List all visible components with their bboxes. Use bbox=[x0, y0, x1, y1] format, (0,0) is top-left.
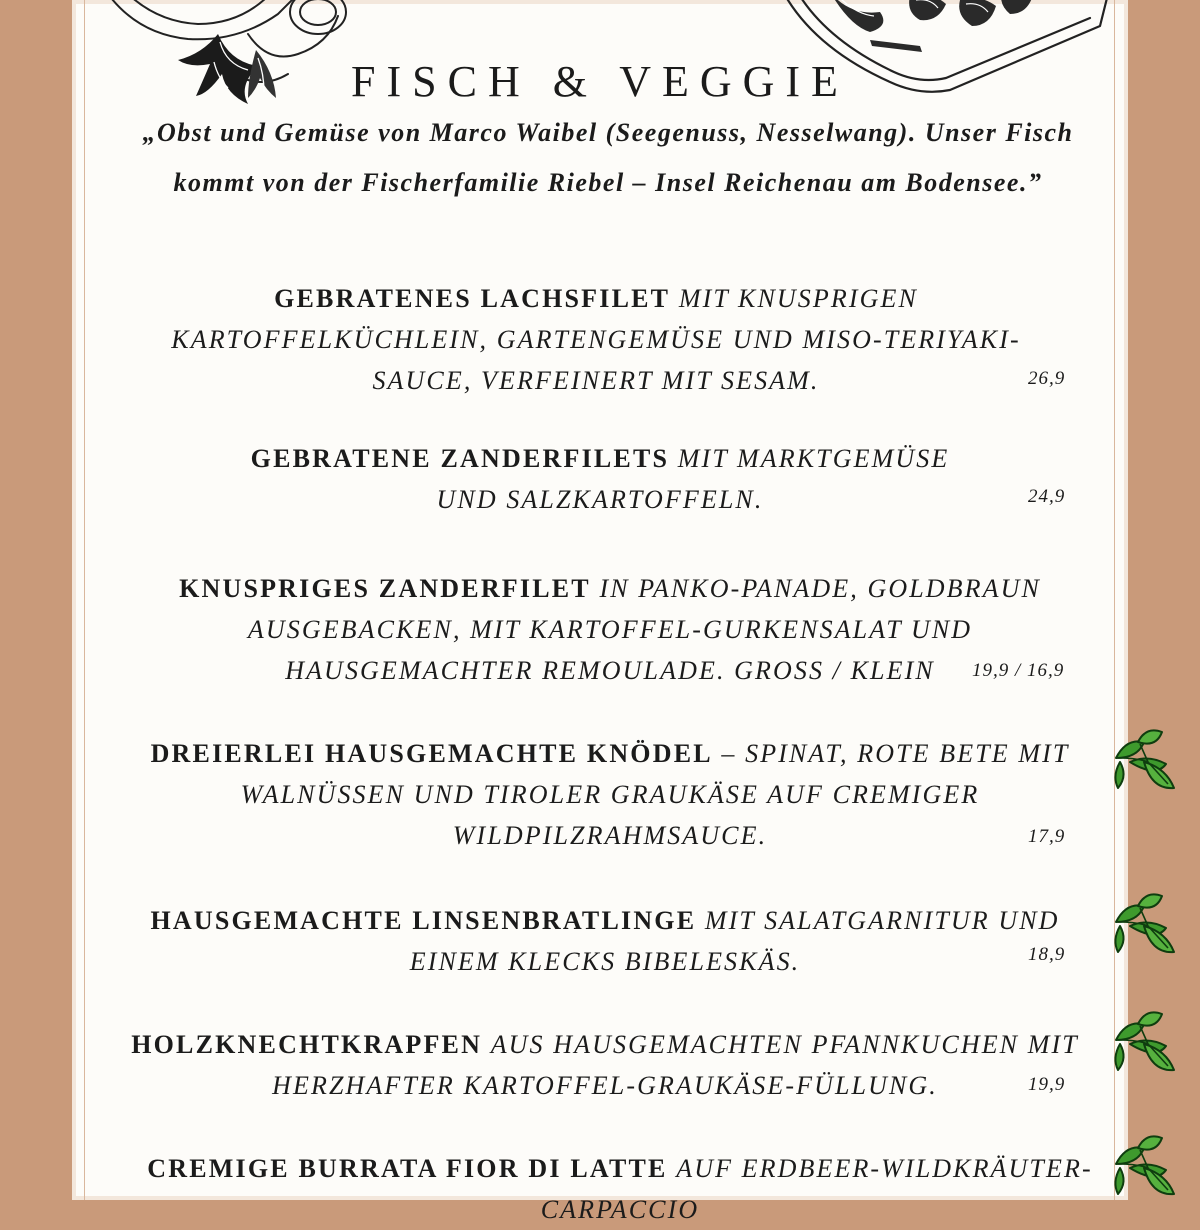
dish-description: IN PANKO-PANADE, GOLDBRAUN AUSGEBACKEN, MIT KARTOFFEL-GURKENSALAT UND HAUSGEMACHTER REMOULADE. GROSS / KLEIN bbox=[247, 574, 1041, 685]
dish-description: AUF ERDBEER-WILDKRÄUTER-CARPACCIO bbox=[540, 1154, 1093, 1224]
dish-description: AUS HAUSGEMACHTEN PFANNKUCHEN MIT HERZHAFTER KARTOFFEL-GRAUKÄSE-FÜLLUNG. bbox=[272, 1030, 1079, 1100]
menu-item bbox=[140, 568, 1080, 691]
supplier-intro-text: „Obst und Gemüse von Marco Waibel (Seegenuss, Nesselwang). Unser Fisch kommt von der Fischerfamilie Riebel – Insel Reichenau am Bodensee.” bbox=[142, 118, 1074, 197]
dish-separator bbox=[482, 1030, 491, 1059]
dish-name: DREIERLEI HAUSGEMACHTE KNÖDEL bbox=[150, 739, 713, 768]
leaf-icon bbox=[1108, 728, 1180, 794]
dish-separator bbox=[668, 1154, 677, 1183]
menu-item bbox=[120, 1148, 1120, 1230]
dish-price: 19,9 / 16,9 bbox=[972, 660, 1065, 681]
dish-name: HAUSGEMACHTE LINSENBRATLINGE bbox=[150, 906, 697, 935]
dish-price: 17,9 bbox=[1028, 826, 1066, 847]
dish-description: MIT MARKTGEMÜSE UND SALZKARTOFFELN. bbox=[436, 444, 950, 514]
leaf-icon bbox=[1108, 1010, 1180, 1076]
dish-name: GEBRATENES LACHSFILET bbox=[274, 284, 671, 313]
leaf-icon bbox=[1108, 1134, 1180, 1200]
dish-name: KNUSPRIGES ZANDERFILET bbox=[179, 574, 591, 603]
dish-separator: – bbox=[712, 739, 746, 768]
dish-description: MIT KNUSPRIGEN KARTOFFELKÜCHLEIN, GARTENGEMÜSE UND MISO-TERIYAKI-SAUCE, VERFEINERT MIT SESAM. bbox=[171, 284, 1021, 395]
dish-separator bbox=[669, 444, 678, 473]
menu-item bbox=[150, 900, 1060, 982]
leaf-icon bbox=[1108, 892, 1180, 958]
menu-item bbox=[100, 1024, 1110, 1106]
dish-separator bbox=[696, 906, 705, 935]
menu-section-title: FISCH & VEGGIE bbox=[351, 57, 849, 106]
frame-border-left bbox=[84, 0, 85, 1200]
dish-description: MIT SALATGARNITUR UND EINEM KLECKS BIBELESKÄS. bbox=[409, 906, 1060, 976]
dish-name: CREMIGE BURRATA FIOR DI LATTE bbox=[147, 1154, 668, 1183]
dish-separator bbox=[670, 284, 679, 313]
dish-price: 24,9 bbox=[1028, 486, 1066, 507]
dish-name: GEBRATENE ZANDERFILETS bbox=[250, 444, 670, 473]
menu-item bbox=[140, 278, 1052, 401]
menu-item bbox=[225, 438, 975, 520]
menu-item bbox=[150, 733, 1070, 856]
dish-price: 26,9 bbox=[1028, 368, 1066, 389]
dish-description: SPINAT, ROTE BETE MIT WALNÜSSEN UND TIROLER GRAUKÄSE AUF CREMIGER WILDPILZRAHMSAUCE. bbox=[240, 739, 1070, 850]
dish-price: 18,9 bbox=[1028, 944, 1066, 965]
dish-price: 19,9 bbox=[1028, 1074, 1066, 1095]
dish-name: HOLZKNECHTKRAPFEN bbox=[131, 1030, 483, 1059]
